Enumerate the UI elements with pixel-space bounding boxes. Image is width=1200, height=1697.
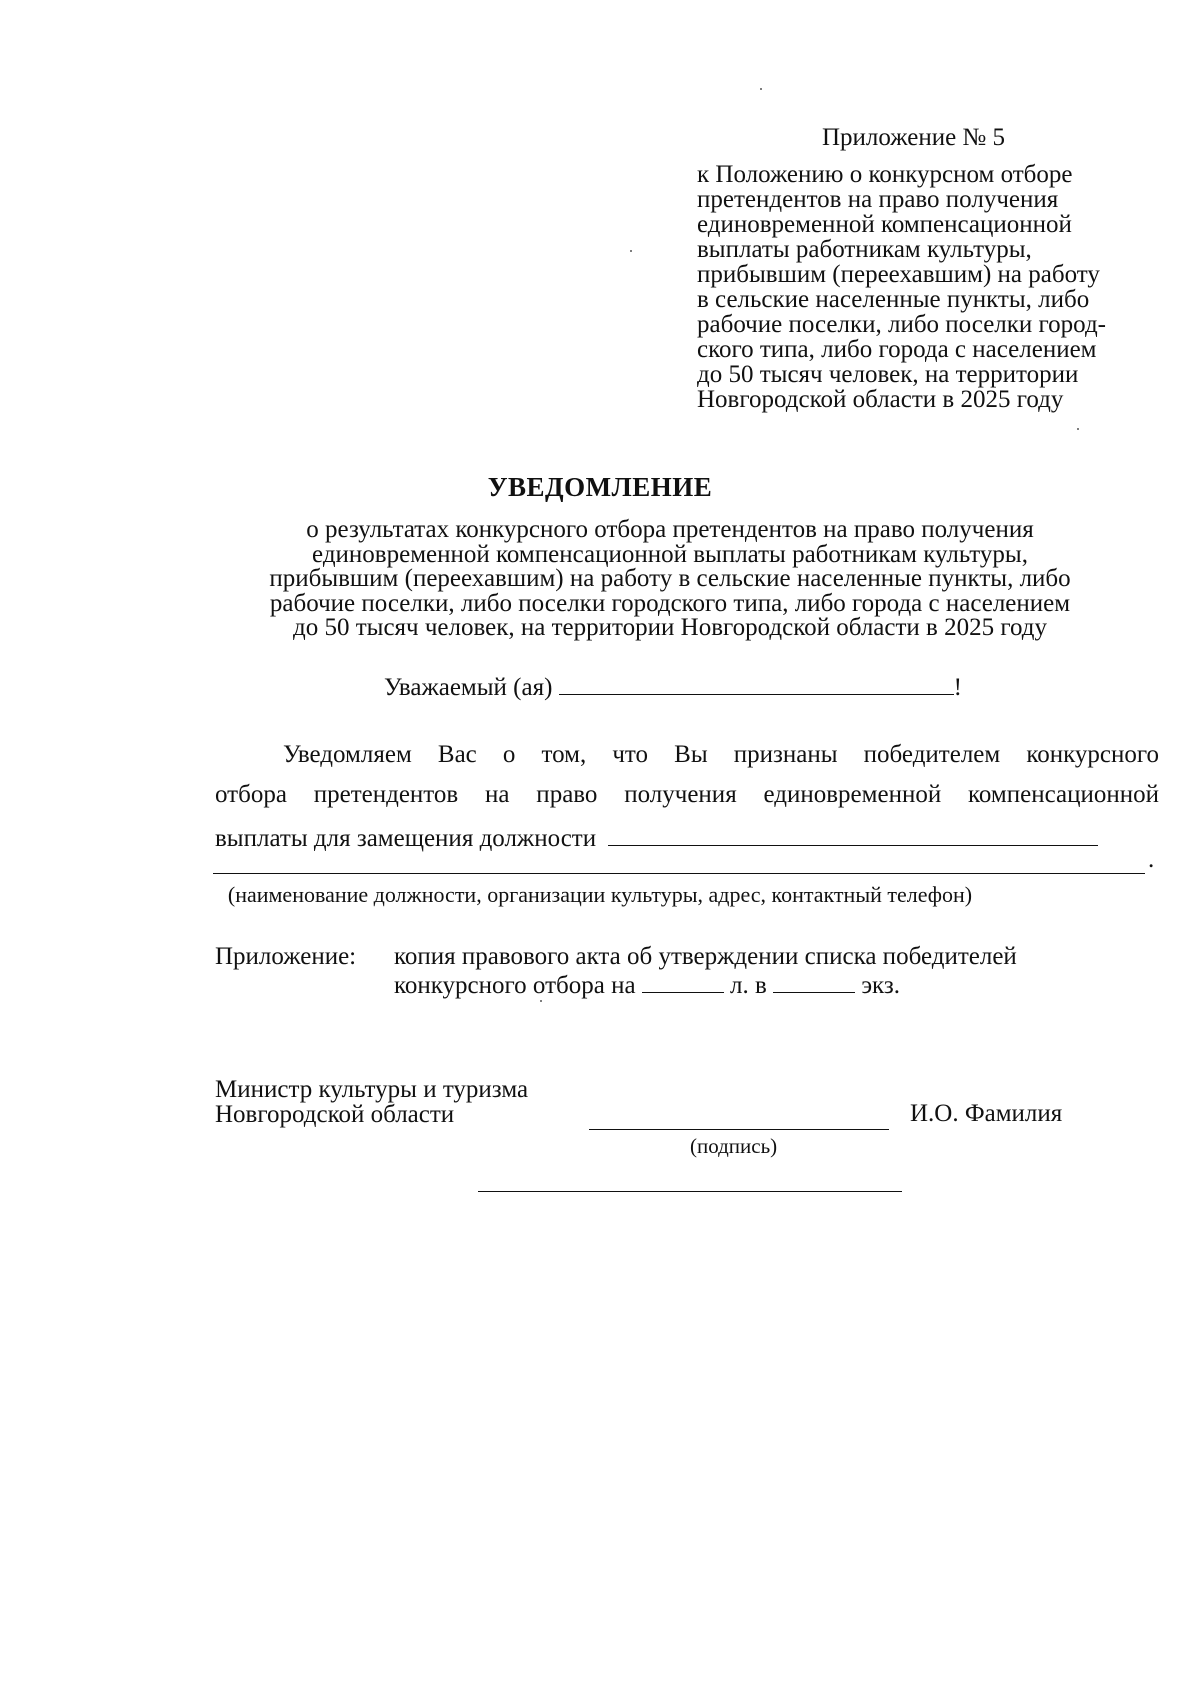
subtitle-line: до 50 тысяч человек, на территории Новгородской области в 2025 году [293, 614, 1047, 641]
scan-speck [630, 250, 632, 252]
notice-title: УВЕДОМЛЕНИЕ [487, 472, 713, 502]
appendix-line: прибывшим (переехавшим) на работу [697, 261, 1100, 288]
recipient-name-field[interactable] [559, 670, 954, 695]
greeting-text: Уважаемый (ая) [384, 674, 553, 701]
appendix-line: единовременной компенсационной [697, 211, 1072, 238]
scan-speck [540, 1000, 542, 1002]
attachment-line-1: копия правового акта об утверждении списка победителей [394, 943, 1017, 970]
greeting-exclamation: ! [953, 674, 962, 701]
appendix-line: Новгородской области в 2025 году [697, 386, 1064, 413]
appendix-title: Приложение № 5 [822, 124, 1006, 151]
attachment-label: Приложение: [215, 943, 357, 970]
signature-caption: (подпись) [690, 1134, 778, 1158]
subtitle-line: единовременной компенсационной выплаты работникам культуры, [312, 540, 1028, 568]
body-line-3 [215, 821, 1159, 853]
signatory-role-line-1: Министр культуры и туризма [215, 1076, 529, 1103]
appendix-line: к Положению о конкурсном отборе [697, 161, 1073, 188]
bottom-blank-line[interactable] [478, 1190, 902, 1192]
position-caption: (наименование должности, организации культуры, адрес, контактный телефон) [227, 882, 973, 907]
body-line-2: отбора претендентов на право получения единовременной компенсационной [215, 781, 1159, 808]
body-line-1: Уведомляем Вас о том, что Вы признаны победителем конкурсного [283, 741, 1159, 768]
subtitle-line: рабочие поселки, либо поселки городского типа, либо города с населением [269, 589, 1071, 617]
appendix-line: претендентов на право получения [697, 186, 1059, 213]
attachment-text-b: л. в [730, 972, 767, 999]
position-continuation-field[interactable] [213, 872, 1145, 874]
notice-subtitle [190, 518, 1150, 641]
scan-speck [1077, 428, 1079, 430]
appendix-line: до 50 тысяч человек, на территории [697, 361, 1079, 388]
attachment-line-2 [394, 968, 900, 1000]
body-line-3-text: выплаты для замещения должности [215, 825, 597, 852]
copies-count-field[interactable] [773, 968, 855, 993]
subtitle-line: прибывшим (переехавшим) на работу в сельские населенные пункты, либо [269, 565, 1071, 592]
signatory-role-line-2: Новгородской области [215, 1101, 455, 1128]
attachment-text-c: экз. [861, 972, 900, 999]
appendix-line: выплаты работникам культуры, [697, 236, 1032, 263]
signature-field[interactable] [589, 1128, 889, 1130]
sheets-count-field[interactable] [642, 968, 724, 993]
signatory-name: И.О. Фамилия [910, 1100, 1063, 1127]
position-period: . [1148, 846, 1155, 873]
subtitle-line: о результатах конкурсного отбора претендентов на право получения [306, 516, 1034, 543]
attachment-text-a: конкурсного отбора на [394, 972, 636, 999]
appendix-line: в сельские населенные пункты, либо [697, 286, 1090, 313]
scan-speck [760, 88, 762, 90]
appendix-line: ского типа, либо города с населением [697, 336, 1097, 363]
greeting-line [384, 670, 962, 702]
appendix-line: рабочие поселки, либо поселки город- [697, 311, 1106, 338]
appendix-reference [697, 162, 1177, 412]
position-field[interactable] [608, 821, 1098, 846]
